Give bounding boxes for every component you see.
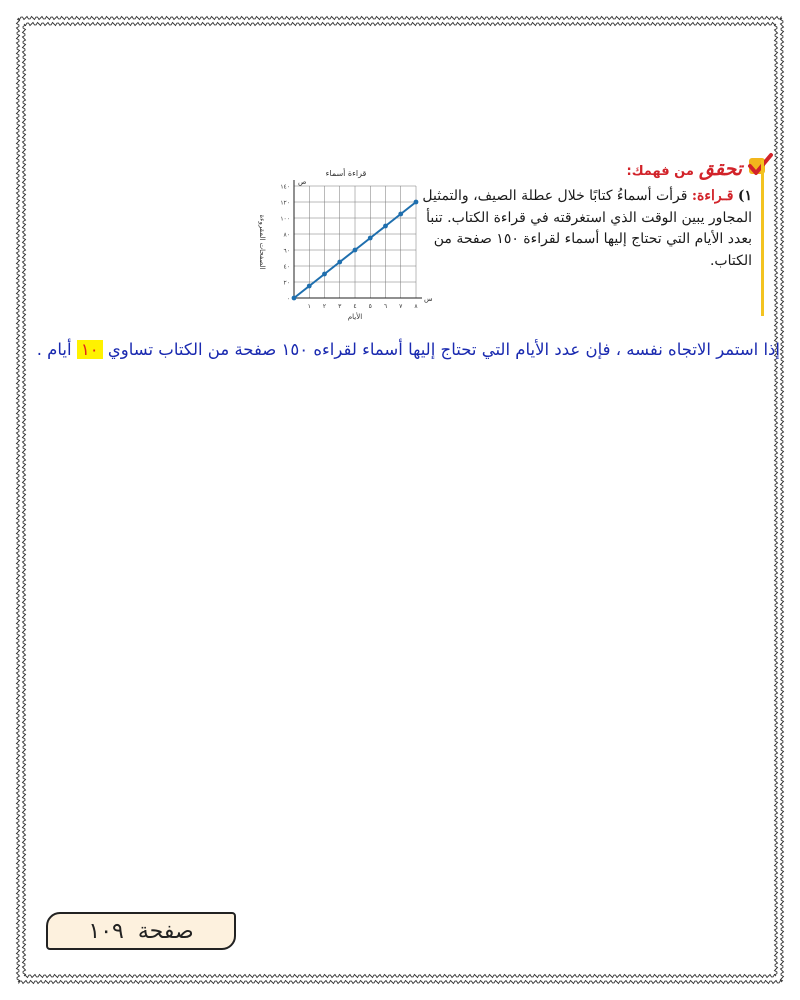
x-tick-label: ٢ [322,303,327,310]
y-tick-label: ١٢٠ [280,199,290,207]
problem-label: قـراءة: [691,188,734,204]
check-understanding-heading [627,158,743,180]
data-point [337,260,342,265]
reading-chart [246,162,446,328]
check-heading-sub: من فهمك: [626,164,694,179]
x-tick-label: ٨ [414,303,418,310]
page-number: ١٠٩ [88,918,124,944]
page-label: صفحة [137,918,194,944]
reading-chart-svg [246,162,446,328]
check-understanding-block [240,148,780,328]
answer-after: أيام . [36,340,77,359]
y-tick-label: ٤٠ [283,263,290,271]
answer-before: إذا استمر الاتجاه نفسه ، فإن عدد الأيام التي تحتاج إليها أسماء لقراءه ١٥٠ صفحة من الكتاب تساوي [102,340,780,359]
x-tick-label: ١ [307,303,311,310]
data-point [353,248,358,253]
x-tick-label: ٥ [368,303,372,310]
data-point [414,200,419,205]
y-tick-label: ٠ [286,295,290,303]
accent-bar [761,160,764,316]
x-tick-label: ٦ [383,303,388,310]
y-axis-label: الصفحات المقروءة [258,214,266,270]
x-tick-label: ٣ [338,303,342,310]
data-point [322,272,327,277]
checkmark-icon [746,152,774,180]
y-tick-label: ٢٠ [283,279,290,287]
y-axis-letter: ص [298,178,307,186]
data-point [398,212,403,217]
y-tick-label: ١٠٠ [280,215,290,223]
answer-text [20,336,780,363]
data-point [307,284,312,289]
check-heading-main: تحقق [698,158,742,180]
x-tick-label: ٧ [399,303,403,310]
y-tick-label: ٨٠ [283,231,290,239]
x-axis-letter: س [424,295,433,303]
problem-body: قرأت أسماءُ كتابًا خلال عطلة الصيف، والتمثيل المجاور يبين الوقت الذي استغرقته في قراءة الكتاب. تنبأ بعدد الأيام التي تحتاج إليها أسماء لقراءة ١٥٠ صفحة من الكتاب. [422,188,752,269]
data-point [368,236,373,241]
y-tick-label: ١٤٠ [280,183,290,191]
y-tick-label: ٦٠ [283,247,290,255]
x-tick-label: ٤ [353,303,357,310]
page-number-box [46,912,236,950]
data-point [383,224,388,229]
chart-title: قراءة أسماء [325,169,367,178]
problem-number: ١) [737,188,752,204]
data-point [292,296,297,301]
x-axis-label: الأيام [347,313,363,321]
problem-statement [422,186,752,272]
answer-value: ١٠ [77,340,103,359]
